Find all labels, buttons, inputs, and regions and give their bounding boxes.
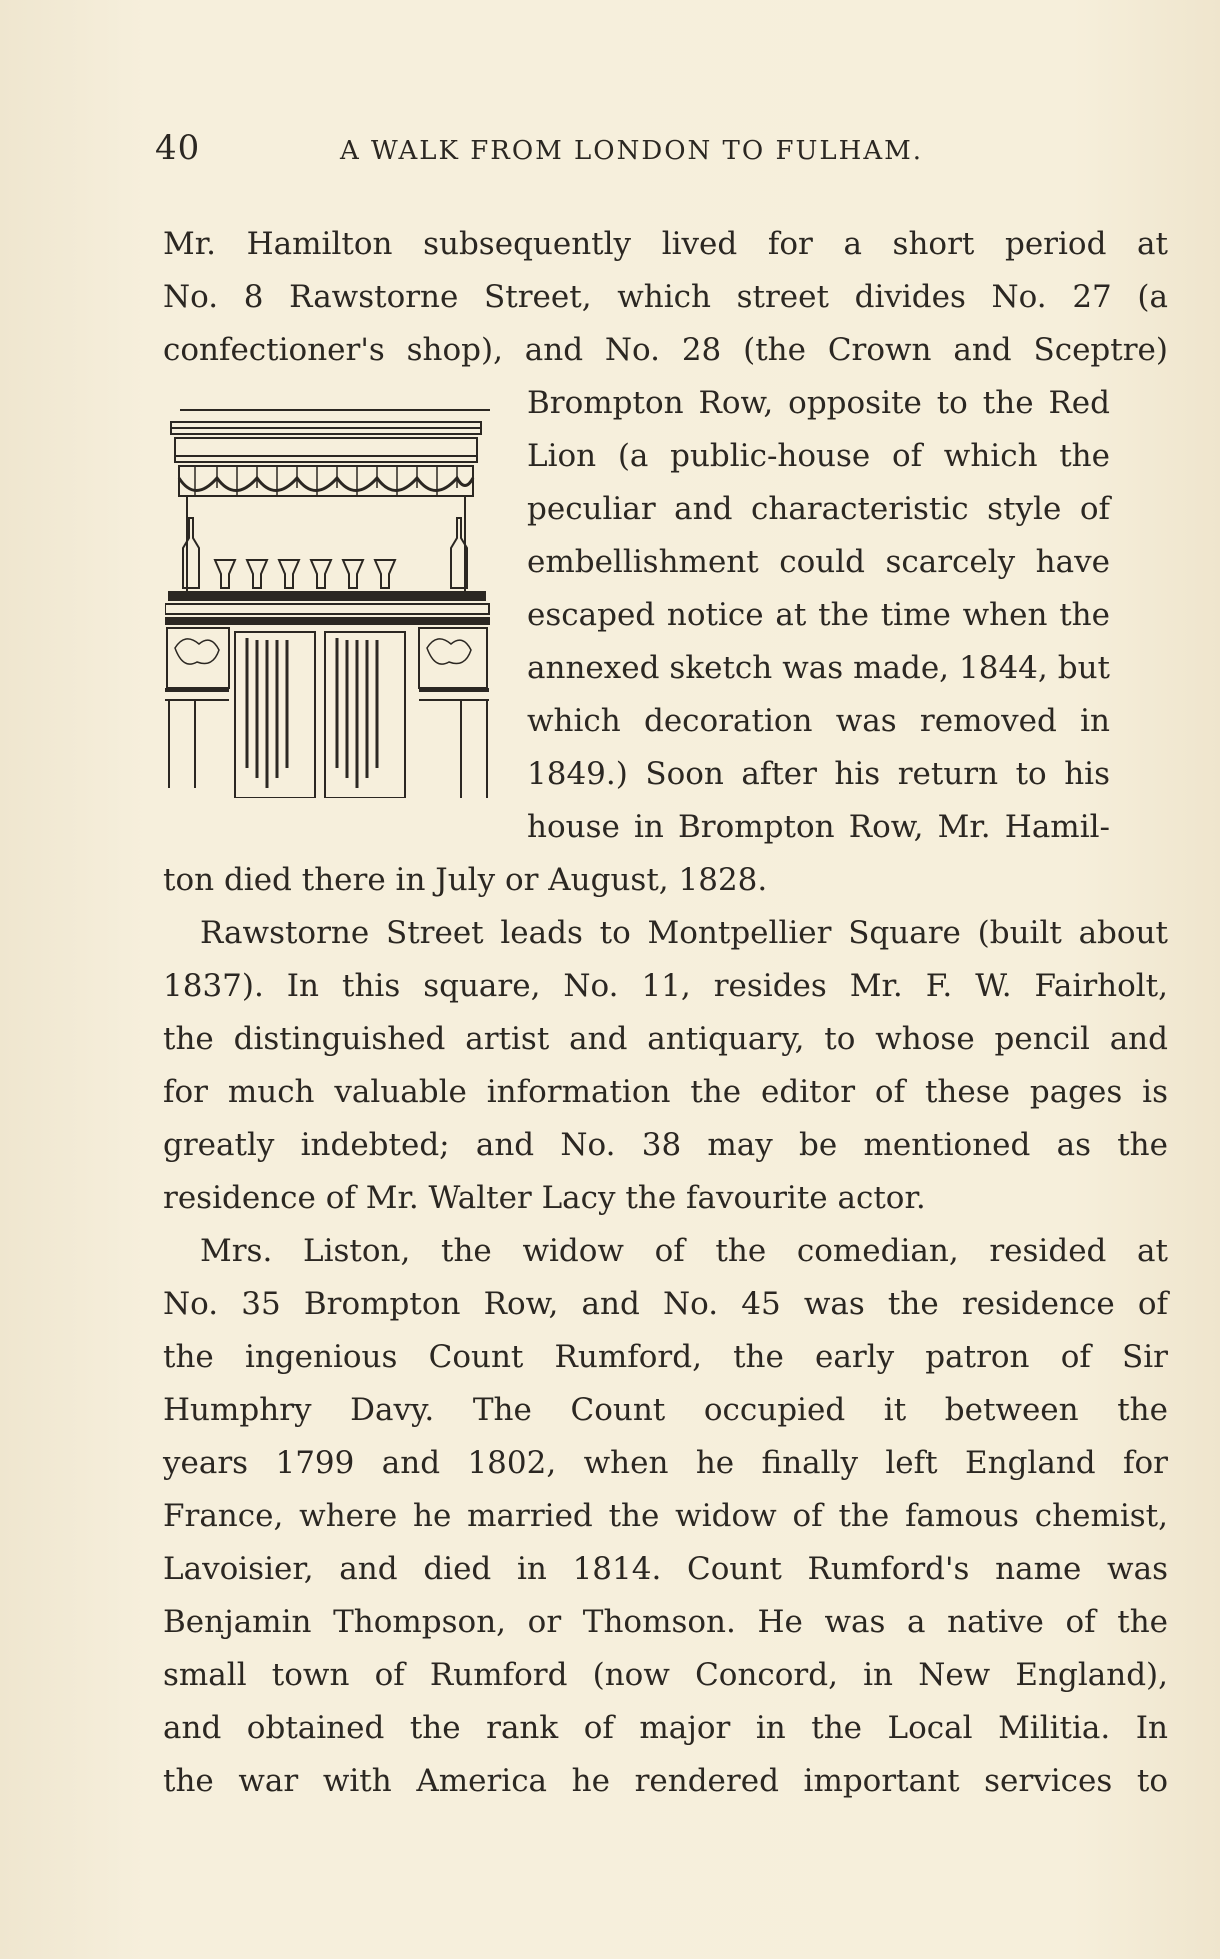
- text-line: which decoration was removed in: [527, 703, 1110, 739]
- text-line: greatly indebted; and No. 38 may be mentioned as the: [163, 1127, 1168, 1163]
- text-line: France, where he married the widow of the famous chemist,: [163, 1498, 1168, 1534]
- text-line: Mr. Hamilton subsequently lived for a short period at: [163, 226, 1168, 262]
- text-line: annexed sketch was made, 1844, but: [527, 650, 1110, 686]
- text-line: Humphry Davy. The Count occupied it between the: [163, 1392, 1168, 1428]
- paragraph-start: Rawstorne Street leads to Montpellier Square (built about: [200, 915, 1168, 951]
- text-line: the ingenious Count Rumford, the early patron of Sir: [163, 1339, 1168, 1375]
- text-line: and obtained the rank of major in the Local Militia. In: [163, 1710, 1168, 1746]
- shopfront-engraving: [165, 408, 495, 798]
- text-line: 1849.) Soon after his return to his: [527, 756, 1110, 792]
- text-line: escaped notice at the time when the: [527, 597, 1110, 633]
- text-line: 1837). In this square, No. 11, resides Mr. F. W. Fairholt,: [163, 968, 1168, 1004]
- text-line: confectioner's shop), and No. 28 (the Crown and Sceptre): [163, 332, 1168, 368]
- text-line: for much valuable information the editor of these pages is: [163, 1074, 1168, 1110]
- text-line: Lavoisier, and died in 1814. Count Rumford's name was: [163, 1551, 1168, 1587]
- text-line: No. 35 Brompton Row, and No. 45 was the residence of: [163, 1286, 1168, 1322]
- text-line: No. 8 Rawstorne Street, which street divides No. 27 (a: [163, 279, 1168, 315]
- text-line: years 1799 and 1802, when he finally left England for: [163, 1445, 1168, 1481]
- text-line: the distinguished artist and antiquary, to whose pencil and: [163, 1021, 1168, 1057]
- text-line: embellishment could scarcely have: [527, 544, 1110, 580]
- text-line: Benjamin Thompson, or Thomson. He was a native of the: [163, 1604, 1168, 1640]
- paragraph-start: Mrs. Liston, the widow of the comedian, resided at: [200, 1233, 1168, 1269]
- text-line: Brompton Row, opposite to the Red: [527, 385, 1110, 421]
- text-line: the war with America he rendered important services to: [163, 1763, 1168, 1799]
- page-number: 40: [155, 128, 201, 168]
- text-line: house in Brompton Row, Mr. Hamil-: [527, 809, 1110, 845]
- text-line: peculiar and characteristic style of: [527, 491, 1110, 527]
- text-line: Lion (a public-house of which the: [527, 438, 1110, 474]
- text-line: ton died there in July or August, 1828.: [163, 862, 768, 898]
- running-title: A WALK FROM LONDON TO FULHAM.: [340, 136, 924, 166]
- page-header: [155, 128, 1165, 176]
- text-line: small town of Rumford (now Concord, in New England),: [163, 1657, 1168, 1693]
- text-line: residence of Mr. Walter Lacy the favourite actor.: [163, 1180, 926, 1216]
